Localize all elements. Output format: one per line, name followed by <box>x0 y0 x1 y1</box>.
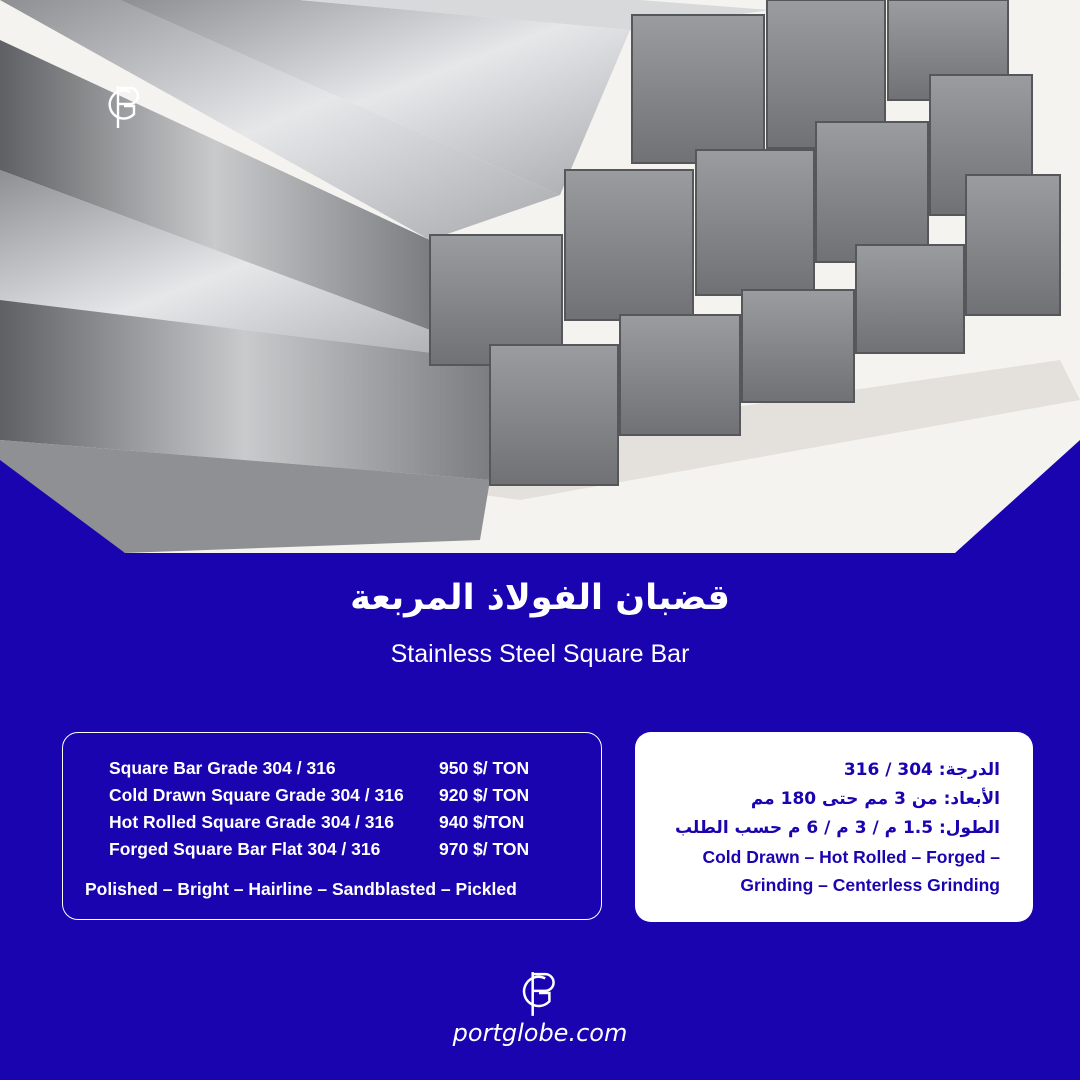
product-name: Square Bar Grade 304 / 316 <box>109 758 336 778</box>
product-price: 970 $/ TON <box>439 839 530 859</box>
brand-logo-icon <box>518 970 562 1018</box>
price-list-panel <box>62 732 602 920</box>
finishes-list: Polished – Bright – Hairline – Sandblasted – Pickled <box>85 879 517 899</box>
product-price: 940 $/TON <box>439 812 525 832</box>
product-name: Forged Square Bar Flat 304 / 316 <box>109 839 381 859</box>
product-price: 950 $/ TON <box>439 758 530 778</box>
spec-process-line1: Cold Drawn – Hot Rolled – Forged – <box>702 847 1000 867</box>
website-link[interactable]: portglobe.com <box>452 1019 628 1047</box>
spec-length: الطول: 1.5 م / 3 م / 6 م حسب الطلب <box>674 818 1000 838</box>
product-price: 920 $/ TON <box>439 785 530 805</box>
spec-panel <box>635 732 1033 922</box>
spec-grade: الدرجة: 304 / 316 <box>843 760 1000 780</box>
product-name: Hot Rolled Square Grade 304 / 316 <box>109 812 394 832</box>
page-title-arabic: قضبان الفولاذ المربعة <box>350 578 730 618</box>
page-title-english: Stainless Steel Square Bar <box>390 640 690 668</box>
brand-logo-icon <box>104 84 146 130</box>
spec-dimensions: الأبعاد: من 3 مم حتى 180 مم <box>750 789 1000 809</box>
spec-process-line2: Grinding – Centerless Grinding <box>740 875 1000 895</box>
product-name: Cold Drawn Square Grade 304 / 316 <box>109 785 404 805</box>
